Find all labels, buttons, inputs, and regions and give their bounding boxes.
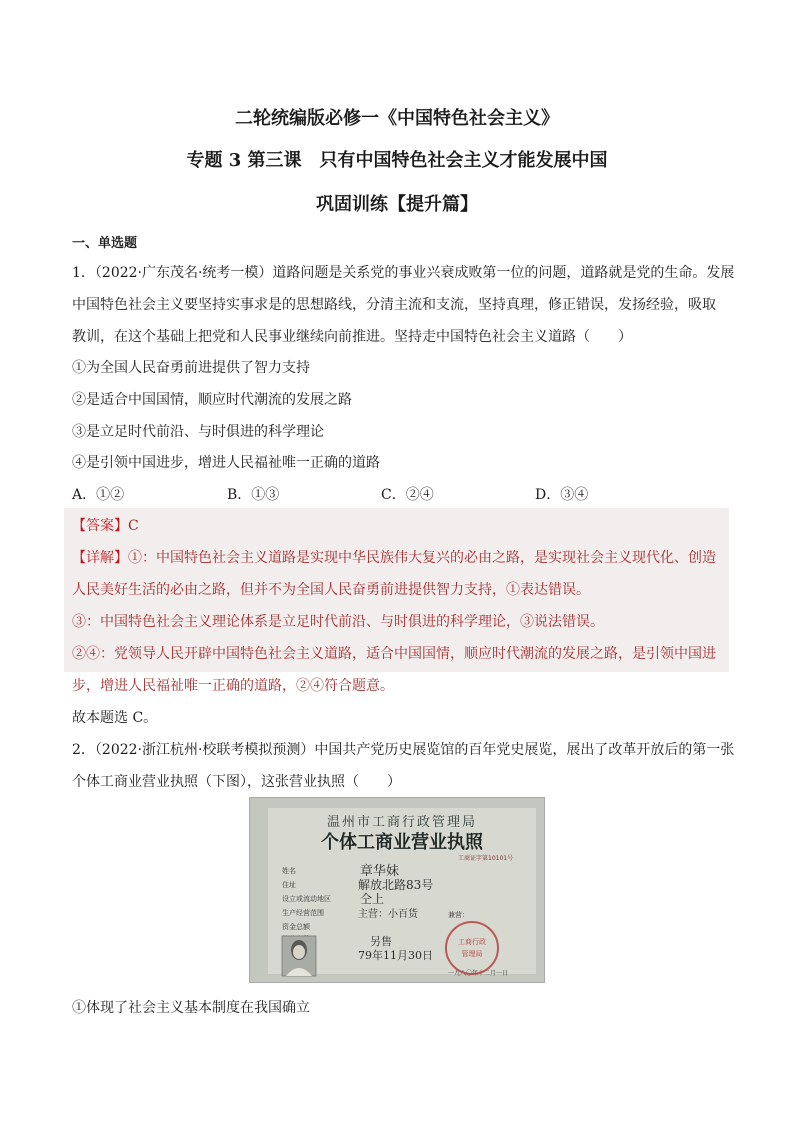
business-license-image [250, 798, 544, 982]
license-bureau: 温州市工商行政管理局 [326, 815, 478, 830]
q2-stem-line1: 2．（2022·浙江杭州·校联考模拟预测）中国共产党历史展览馆的百年党史展览，展出了改革开放后的第一张 [72, 742, 735, 758]
answer-line [72, 515, 139, 535]
answer-value: C [128, 518, 139, 534]
license-number: 工商证字第10101号 [458, 855, 514, 862]
q1-stem-line1: 1．（2022·广东茂名·统考一模）道路问题是关系党的事业兴衰成败第一位的问题，道路就是党的生命。发展 [72, 265, 735, 281]
q1-option-b: B．①③ [227, 487, 280, 503]
license-place-label: 设立或流动地区 [282, 895, 331, 903]
license-place-value: 仝上 [360, 892, 385, 906]
detail-line-4: ②④：党领导人民开辟中国特色社会主义道路，适合中国国情，顺应时代潮流的发展之路，是引领中国进 [72, 646, 716, 662]
q1-item-1: ①为全国人民奋勇前进提供了智力支持 [72, 360, 310, 376]
q1-item-4: ④是引领中国进步，增进人民福祉唯一正确的道路 [72, 455, 380, 471]
q1-option-d: D．③④ [535, 487, 589, 503]
svg-text:管理局: 管理局 [461, 950, 483, 958]
license-date-printed: 一九八〇年十二月一日 [448, 970, 509, 977]
q2-stem-line2: 个体工商业营业执照（下图），这张营业执照（ ） [72, 774, 401, 790]
q1-item-2: ②是适合中国国情，顺应时代潮流的发展之路 [72, 392, 352, 408]
document-subtitle-2: 巩固训练【提升篇】 [316, 194, 478, 215]
license-mode-value: 另售 [370, 935, 392, 948]
detail-text-1a: ①：中国特色社会主义道路是实现中华民族伟大复兴的必由之路，是实现社会主义现代化、创造 [128, 550, 716, 566]
document-subtitle: 专题 3 第三课 只有中国特色社会主义才能发展中国 [186, 150, 608, 171]
document-title: 二轮统编版必修一《中国特色社会主义》 [235, 108, 559, 129]
license-capital-label: 资金总额 [282, 923, 310, 931]
detail-line-5: 步，增进人民福祉唯一正确的道路，②④符合题意。 [72, 678, 394, 694]
q1-option-c: C．②④ [381, 487, 434, 503]
license-scope-side: 兼营： [448, 911, 469, 919]
q1-stem-line2: 中国特色社会主义要坚持实事求是的思想路线，分清主流和支流，坚持真理，修正错误，发扬经验，吸取 [72, 297, 716, 313]
q1-option-a: A．①② [72, 487, 125, 503]
detail-line-1 [72, 547, 716, 567]
detail-label: 【详解】 [72, 550, 128, 566]
portrait-photo [282, 936, 316, 976]
license-addr-value: 解放北路83号 [358, 878, 434, 892]
license-scope-label: 生产经营范围 [282, 909, 324, 917]
q2-item-1: ①体现了社会主义基本制度在我国确立 [72, 1000, 310, 1016]
svg-text:工商行政: 工商行政 [458, 938, 486, 946]
answer-label: 【答案】 [72, 518, 128, 534]
business-license-photo [249, 797, 545, 983]
detail-line-2: 人民美好生活的必由之路，但并不为全国人民奋勇前进提供智力支持，①表达错误。 [72, 582, 590, 598]
license-name-label: 姓名 [282, 867, 296, 875]
section-heading: 一、单选题 [72, 236, 138, 251]
q1-stem-line3: 教训，在这个基础上把党和人民事业继续向前推进。坚持走中国特色社会主义道路（ ） [72, 329, 632, 345]
conclusion-line: 故本题选 C。 [72, 710, 158, 726]
license-title: 个体工商业营业执照 [321, 832, 483, 853]
license-addr-label: 住址 [282, 881, 296, 889]
license-scope-main: 主营：小百货 [358, 909, 418, 920]
license-name-value: 章华妹 [360, 864, 400, 879]
license-date-handwritten: 79年11月30日 [358, 949, 433, 962]
detail-line-3: ③：中国特色社会主义理论体系是立足时代前沿、与时俱进的科学理论，③说法错误。 [72, 614, 604, 630]
q1-item-3: ③是立足时代前沿、与时俱进的科学理论 [72, 424, 324, 440]
